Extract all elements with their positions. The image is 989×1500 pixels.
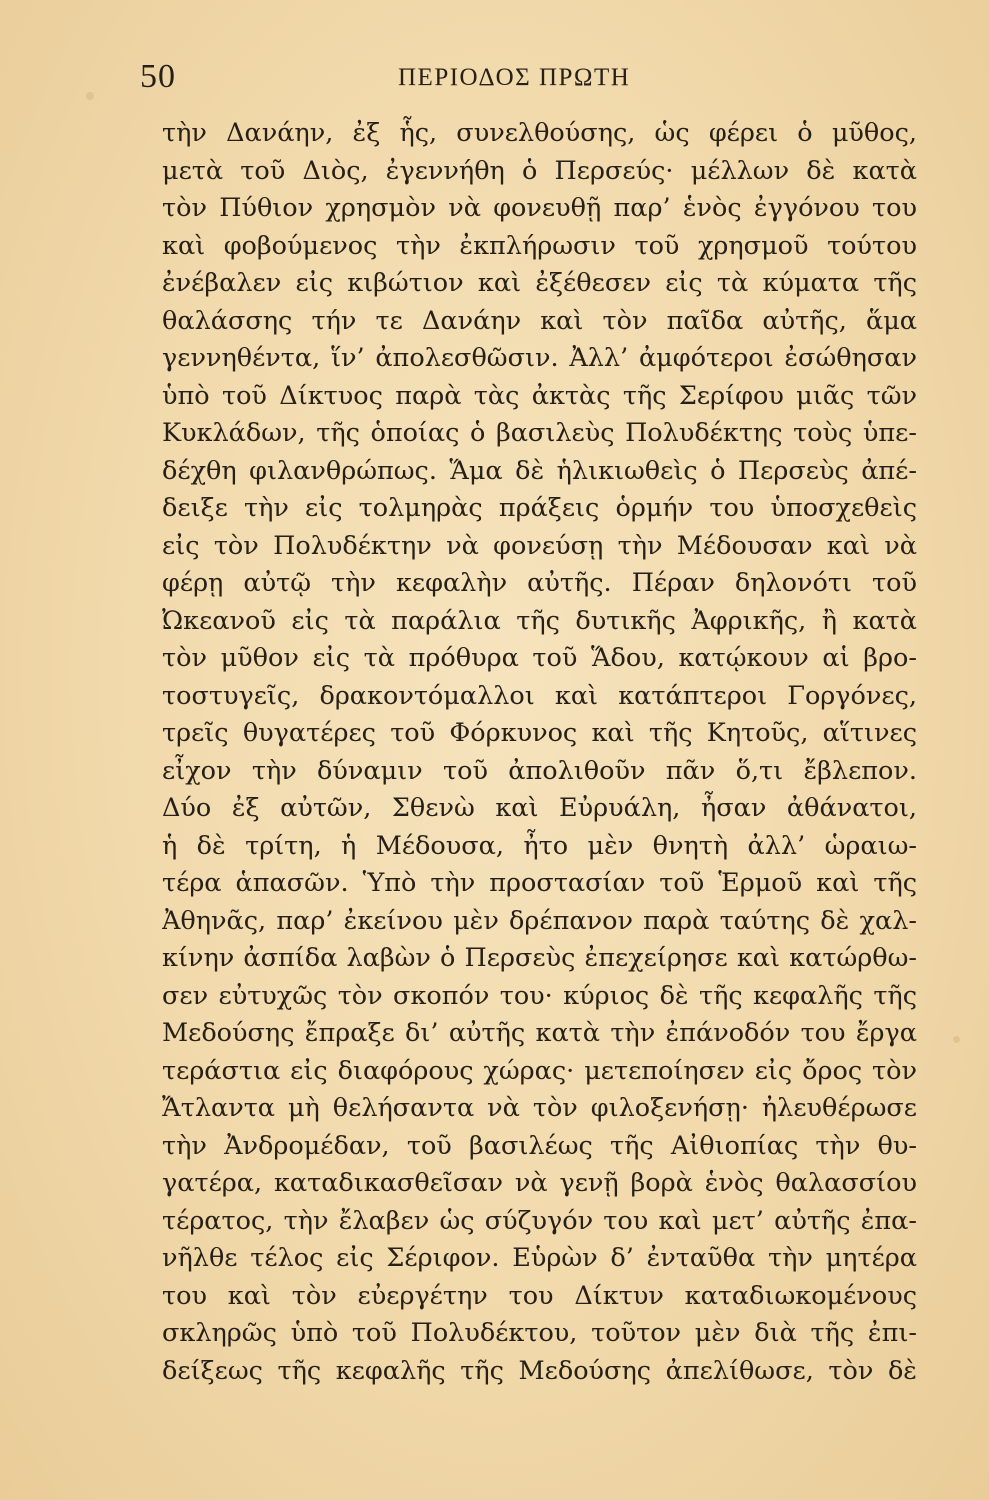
page-header <box>0 58 989 98</box>
text-line: ἡ δὲ τρίτη, ἡ Μέδουσα, ἦτο μὲν θνητὴ ἀλλ’ ὡραιω- <box>162 830 917 861</box>
text-line: γατέρα, καταδικασθεῖσαν νὰ γενῇ βορὰ ἑνὸς θαλασσίου <box>162 1168 917 1198</box>
text-line: δείξεως τῆς κεφαλῆς τῆς Μεδούσης ἀπελίθωσε, τὸν δὲ <box>162 1355 917 1386</box>
text-line: σεν εὐτυχῶς τὸν σκοπόν του· κύριος δὲ τῆς κεφαλῆς τῆς <box>162 980 917 1011</box>
text-line: τέρα ἁπασῶν. Ὑπὸ τὴν προστασίαν τοῦ Ἑρμοῦ καὶ τῆς <box>162 868 917 898</box>
text-line: τὴν Δανάην, ἐξ ἧς, συνελθούσης, ὡς φέρει ὁ μῦθος, <box>162 118 917 148</box>
text-line: δειξε τὴν εἰς τολμηρὰς πράξεις ὁρμήν του ὑποσχεθεὶς <box>162 493 917 523</box>
body-text <box>162 115 917 1390</box>
text-line: γεννηθέντα, ἵν’ ἀπολεσθῶσιν. Ἀλλ’ ἀμφότεροι ἐσώθησαν <box>162 343 917 373</box>
text-line: νῆλθε τέλος εἰς Σέριφον. Εὑρὼν δ’ ἐνταῦθα τὴν μητέρα <box>162 1243 917 1273</box>
text-line: Ἀθηνᾶς, παρ’ ἐκείνου μὲν δρέπανον παρὰ ταύτης δὲ χαλ- <box>162 905 917 936</box>
text-line: Ὠκεανοῦ εἰς τὰ παράλια τῆς δυτικῆς Ἀφρικῆς, ἢ κατὰ <box>162 605 917 636</box>
text-line: τὸν Πύθιον χρησμὸν νὰ φονευθῇ παρ’ ἑνὸς ἐγγόνου του <box>162 193 917 223</box>
text-line: σκληρῶς ὑπὸ τοῦ Πολυδέκτου, τοῦτον μὲν διὰ τῆς ἐπι- <box>162 1318 917 1348</box>
text-line: Μεδούσης ἔπραξε δι’ αὐτῆς κατὰ τὴν ἐπάνοδόν του ἔργα <box>162 1018 917 1048</box>
text-line: τὴν Ἀνδρομέδαν, τοῦ βασιλέως τῆς Αἰθιοπίας τὴν θυ- <box>162 1130 917 1161</box>
text-line: τοστυγεῖς, δρακοντόμαλλοι καὶ κατάπτεροι Γοργόνες, <box>162 680 917 711</box>
text-line: καὶ φοβούμενος τὴν ἐκπλήρωσιν τοῦ χρησμοῦ τούτου <box>162 230 917 261</box>
text-line: Ἄτλαντα μὴ θελήσαντα νὰ τὸν φιλοξενήσῃ· ἠλευθέρωσε <box>162 1093 917 1123</box>
text-line: τεράστια εἰς διαφόρους χώρας· μετεποίησεν εἰς ὄρος τὸν <box>162 1055 917 1086</box>
text-line: φέρῃ αὐτῷ τὴν κεφαλὴν αὐτῆς. Πέραν δηλονότι τοῦ <box>162 568 917 598</box>
text-line: εἶχον τὴν δύναμιν τοῦ ἀπολιθοῦν πᾶν ὅ,τι ἔβλεπον. <box>162 755 917 786</box>
text-line: δέχθη φιλανθρώπως. Ἅμα δὲ ἡλικιωθεὶς ὁ Περσεὺς ἀπέ- <box>162 455 917 486</box>
paper-spot <box>953 1036 960 1043</box>
text-line: του καὶ τὸν εὐεργέτην του Δίκτυν καταδιωκομένους <box>162 1280 917 1311</box>
text-line: ὑπὸ τοῦ Δίκτυος παρὰ τὰς ἀκτὰς τῆς Σερίφου μιᾶς τῶν <box>162 380 917 411</box>
text-line: μετὰ τοῦ Διὸς, ἐγεννήθη ὁ Περσεύς· μέλλων δὲ κατὰ <box>162 155 917 186</box>
text-line: Κυκλάδων, τῆς ὁποίας ὁ βασιλεὺς Πολυδέκτης τοὺς ὑπε- <box>162 418 917 448</box>
text-line: τρεῖς θυγατέρες τοῦ Φόρκυνος καὶ τῆς Κητοῦς, αἵτινες <box>162 718 917 748</box>
text-line: τέρατος, τὴν ἔλαβεν ὡς σύζυγόν του καὶ μετ’ αὐτῆς ἐπα- <box>162 1205 917 1236</box>
page-number: 50 <box>140 58 176 95</box>
text-line: Δύο ἐξ αὐτῶν, Σθενὼ καὶ Εὐρυάλη, ἦσαν ἀθάνατοι, <box>162 793 917 823</box>
text-line: κίνην ἀσπίδα λαβὼν ὁ Περσεὺς ἐπεχείρησε καὶ κατώρθω- <box>162 943 917 973</box>
text-line: εἰς τὸν Πολυδέκτην νὰ φονεύσῃ τὴν Μέδουσαν καὶ νὰ <box>162 530 917 561</box>
text-line: τὸν μῦθον εἰς τὰ πρόθυρα τοῦ Ἅδου, κατῴκουν αἱ βρο- <box>162 643 917 673</box>
text-line: θαλάσσης τήν τε Δανάην καὶ τὸν παῖδα αὐτῆς, ἅμα <box>162 305 917 336</box>
text-line: ἐνέβαλεν εἰς κιβώτιον καὶ ἐξέθεσεν εἰς τὰ κύματα τῆς <box>162 268 917 298</box>
running-title: ΠΕΡΙΟΔΟΣ ΠΡΩΤΗ <box>398 64 631 91</box>
